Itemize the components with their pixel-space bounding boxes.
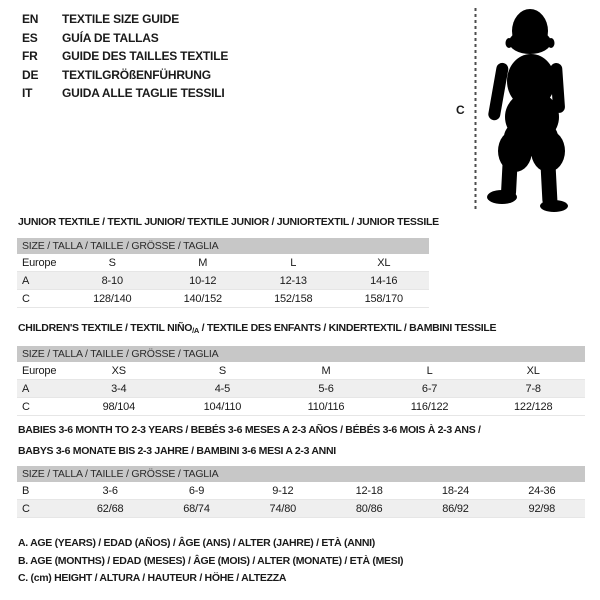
age-cell: 12-18 — [326, 482, 412, 500]
height-dashed-line — [474, 8, 477, 209]
note-age-months: B. AGE (MONTHS) / EDAD (MESES) / ÂGE (MOIS) / ALTER (MONATE) / ETÀ (MESI) — [18, 554, 404, 567]
junior-table-title: JUNIOR TEXTILE / TEXTIL JUNIOR/ TEXTILE JUNIOR / JUNIORTEXTIL / JUNIOR TESSILE — [18, 216, 439, 228]
height-cell: 140/152 — [158, 290, 249, 308]
size-cell: L — [248, 254, 339, 272]
age-cell: 14-16 — [339, 272, 430, 290]
table-row-europe — [17, 254, 429, 272]
size-cell: XS — [67, 362, 171, 380]
row-label: C — [17, 290, 67, 308]
size-header-cell: SIZE / TALLA / TAILLE / GRÖSSE / TAGLIA — [17, 466, 585, 482]
row-label: C — [17, 500, 67, 518]
row-label: B — [17, 482, 67, 500]
height-cell: 68/74 — [153, 500, 239, 518]
junior-size-table — [17, 238, 429, 308]
size-cell: M — [158, 254, 249, 272]
height-cell: 86/92 — [412, 500, 498, 518]
age-cell: 3-6 — [67, 482, 153, 500]
age-cell: 10-12 — [158, 272, 249, 290]
baby-silhouette-icon — [487, 5, 597, 212]
language-code: ES — [22, 30, 38, 45]
babies-table-title-line1: BABIES 3-6 MONTH TO 2-3 YEARS / BEBÉS 3-6 MESES A 2-3 AÑOS / BÉBÉS 3-6 MOIS À 2-3 ANS / — [18, 424, 481, 436]
title-text: CHILDREN'S TEXTILE / TEXTIL NIÑO — [18, 322, 193, 334]
language-title: TEXTILGRÖßENFÜHRUNG — [62, 67, 211, 82]
size-header-cell: SIZE / TALLA / TAILLE / GRÖSSE / TAGLIA — [17, 238, 429, 254]
size-cell: XL — [339, 254, 430, 272]
age-cell: 18-24 — [412, 482, 498, 500]
size-header-row — [17, 466, 585, 482]
row-label: Europe — [17, 362, 67, 380]
age-cell: 6-9 — [153, 482, 239, 500]
age-cell: 6-7 — [378, 380, 482, 398]
babies-section — [17, 424, 585, 518]
size-header-row — [17, 346, 585, 362]
language-code: DE — [22, 67, 39, 82]
table-row-height — [17, 290, 429, 308]
language-title: TEXTILE SIZE GUIDE — [62, 12, 180, 27]
table-row-height — [17, 398, 585, 416]
age-cell: 3-4 — [67, 380, 171, 398]
age-cell: 5-6 — [274, 380, 378, 398]
table-row-height — [17, 500, 585, 518]
children-size-table — [17, 346, 585, 416]
row-label: A — [17, 380, 67, 398]
height-cell: 92/98 — [499, 500, 585, 518]
age-cell: 4-5 — [171, 380, 275, 398]
height-cell: 128/140 — [67, 290, 158, 308]
language-row-fr — [22, 47, 228, 66]
height-cell: 158/170 — [339, 290, 430, 308]
size-cell: S — [171, 362, 275, 380]
size-cell: S — [67, 254, 158, 272]
note-age-years: A. AGE (YEARS) / EDAD (AÑOS) / ÂGE (ANS) / ALTER (JAHRE) / ETÀ (ANNI) — [18, 537, 375, 549]
size-header-cell: SIZE / TALLA / TAILLE / GRÖSSE / TAGLIA — [17, 346, 585, 362]
age-cell: 9-12 — [240, 482, 326, 500]
language-title: GUÍA DE TALLAS — [62, 30, 159, 45]
age-cell: 7-8 — [481, 380, 585, 398]
figure-height-label: C — [456, 103, 465, 117]
height-cell: 110/116 — [274, 398, 378, 416]
babies-table-title-line2: BABYS 3-6 MONATE BIS 2-3 JAHRE / BAMBINI 3-6 MESI A 2-3 ANNI — [18, 445, 336, 457]
size-cell: M — [274, 362, 378, 380]
age-cell: 8-10 — [67, 272, 158, 290]
height-cell: 98/104 — [67, 398, 171, 416]
age-cell: 12-13 — [248, 272, 339, 290]
language-row-en — [22, 10, 228, 29]
language-row-es — [22, 29, 228, 48]
children-section — [17, 322, 585, 416]
age-cell: 24-36 — [499, 482, 585, 500]
language-code: IT — [22, 86, 33, 101]
table-row-age-months — [17, 482, 585, 500]
size-cell: L — [378, 362, 482, 380]
language-row-de — [22, 66, 228, 85]
language-title: GUIDE DES TAILLES TEXTILE — [62, 49, 229, 64]
language-code: FR — [22, 49, 38, 64]
junior-section — [17, 216, 439, 308]
size-header-row — [17, 238, 429, 254]
height-cell: 62/68 — [67, 500, 153, 518]
height-cell: 116/122 — [378, 398, 482, 416]
language-code: EN — [22, 12, 39, 27]
table-row-europe — [17, 362, 585, 380]
note-height-cm: C. (cm) HEIGHT / ALTURA / HAUTEUR / HÖHE / ALTEZZA — [18, 572, 287, 584]
height-cell: 80/86 — [326, 500, 412, 518]
height-cell: 152/158 — [248, 290, 339, 308]
title-subscript: /A — [192, 326, 200, 335]
language-row-it — [22, 84, 228, 103]
table-row-age — [17, 272, 429, 290]
height-cell: 74/80 — [240, 500, 326, 518]
row-label: C — [17, 398, 67, 416]
height-cell: 104/110 — [171, 398, 275, 416]
size-cell: XL — [481, 362, 585, 380]
height-cell: 122/128 — [481, 398, 585, 416]
legend-notes — [18, 537, 403, 590]
row-label: A — [17, 272, 67, 290]
row-label: Europe — [17, 254, 67, 272]
language-title: GUIDA ALLE TAGLIE TESSILI — [62, 86, 225, 101]
table-row-age — [17, 380, 585, 398]
children-table-title — [17, 322, 585, 337]
language-title-list — [22, 10, 228, 103]
babies-size-table — [17, 466, 585, 518]
title-text: / TEXTILE DES ENFANTS / KINDERTEXTIL / BAMBINI TESSILE — [199, 322, 497, 334]
